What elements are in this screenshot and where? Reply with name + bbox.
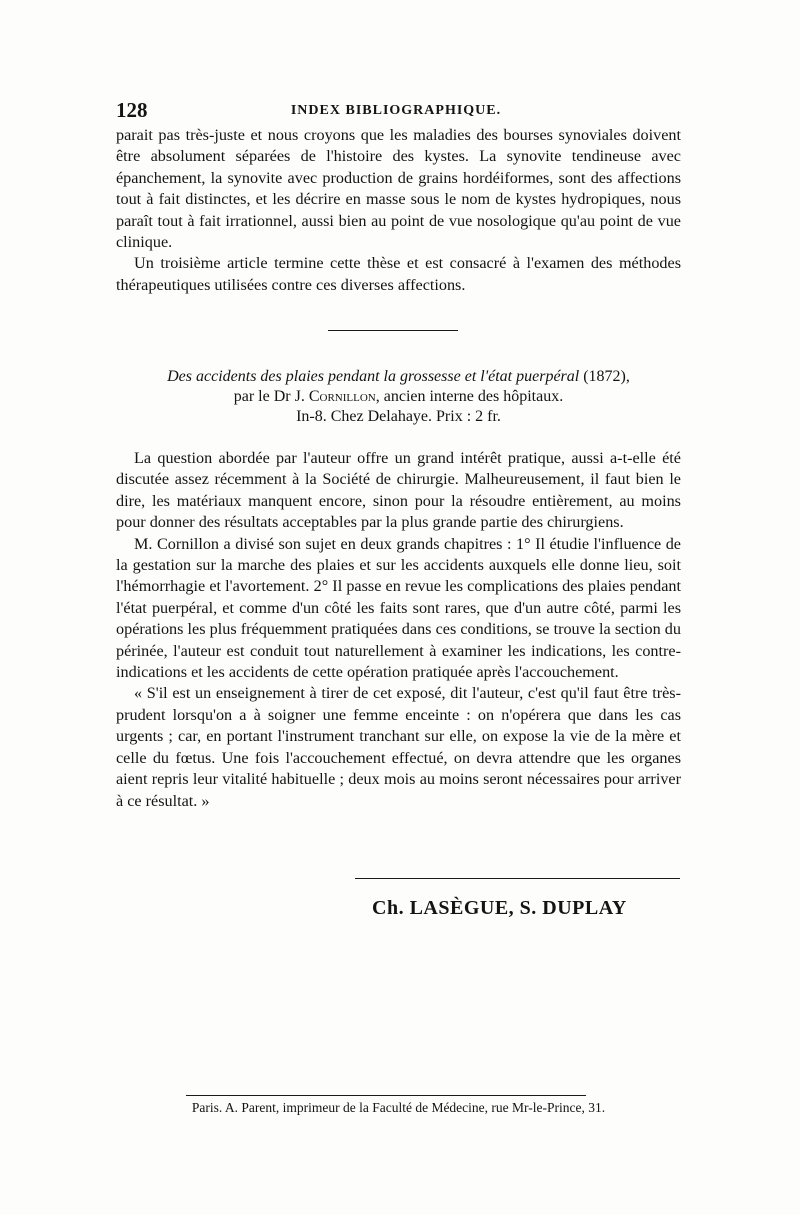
- citation-publication: In-8. Chez Delahaye. Prix : 2 fr.: [296, 408, 501, 425]
- citation-author-line: [116, 387, 681, 407]
- imprint-divider: [186, 1095, 586, 1096]
- bibliographic-citation: [116, 367, 681, 427]
- running-title: INDEX BIBLIOGRAPHIQUE.: [290, 103, 502, 118]
- printer-imprint: Paris. A. Parent, imprimeur de la Faculté de Médecine, rue Mr-le-Prince, 31.: [191, 1100, 606, 1115]
- citation-author-name: Cornillon: [308, 388, 376, 405]
- citation-title-line: [116, 367, 681, 387]
- author-signature: Ch. LASÈGUE, S. DUPLAY: [372, 897, 627, 919]
- review-paragraph-3: « S'il est un enseignement à tirer de cet exposé, dit l'auteur, c'est qu'il faut être très-prudent lorsqu'on a à soigner une femme enceinte : on n'opérera que dans les cas urgents ; car, en portant l'instrument tranchant sur elle, on expose la vie de la mère et celle du fœtus. Une fois l'accouchement effectué, on devra attendre que les organes aient repris leur vitalité habituelle ; deux mois au moins seront nécessaires pour arriver à ce résultat. »: [116, 684, 681, 810]
- citation-title: Des accidents des plaies pendant la grossesse et l'état puerpéral: [167, 368, 580, 385]
- citation-year: (1872),: [583, 368, 630, 385]
- section-divider: [328, 330, 458, 331]
- page-number: 128: [116, 98, 148, 122]
- intro-text: [116, 125, 681, 296]
- page-header: [116, 98, 676, 124]
- review-text: [116, 448, 681, 812]
- intro-paragraph-2: Un troisième article termine cette thèse et est consacré à l'examen des méthodes thérapeutiques utilisées contre ces diverses affections.: [116, 254, 681, 294]
- intro-paragraph-1: parait pas très-juste et nous croyons que les maladies des bourses synoviales doivent être absolument séparées de l'histoire des kystes. La synovite tendineuse avec épanchement, la synovite avec production de grains hordéiformes, sont des affections tout à fait distinctes, et les décrire en masse sous le nom de kystes hydropiques, nous paraît tout à fait irrationnel, aussi bien au point de vue nosologique qu'au point de vue clinique.: [116, 126, 681, 252]
- review-paragraph-1: La question abordée par l'auteur offre un grand intérêt pratique, aussi a-t-elle été discutée assez récemment à la Société de chirurgie. Malheureusement, il faut bien le dire, les matériaux manquent encore, sinon pour la résoudre entièrement, au moins pour donner des résultats acceptables par la plus grande partie des chirurgiens.: [116, 449, 681, 532]
- citation-author-prefix: par le Dr J.: [233, 388, 305, 405]
- review-paragraph-2: M. Cornillon a divisé son sujet en deux grands chapitres : 1° Il étudie l'influence de la gestation sur la marche des plaies et sur les accidents auxquels elle donne lieu, soit l'hémorrhagie et l'avortement. 2° Il passe en revue les complications des plaies pendant l'état puerpéral, et comme d'un côté les faits sont rares, que d'un autre côté, parmi les opérations les plus fréquemment pratiquées dans ces conditions, se trouve la section du périnée, l'auteur est conduit tout naturellement à examiner les indications, les contre-indications et les accidents de cette opération pratiquée après l'accouchement.: [116, 534, 681, 682]
- signature-divider: [355, 878, 680, 879]
- citation-author-suffix: , ancien interne des hôpitaux.: [375, 388, 564, 405]
